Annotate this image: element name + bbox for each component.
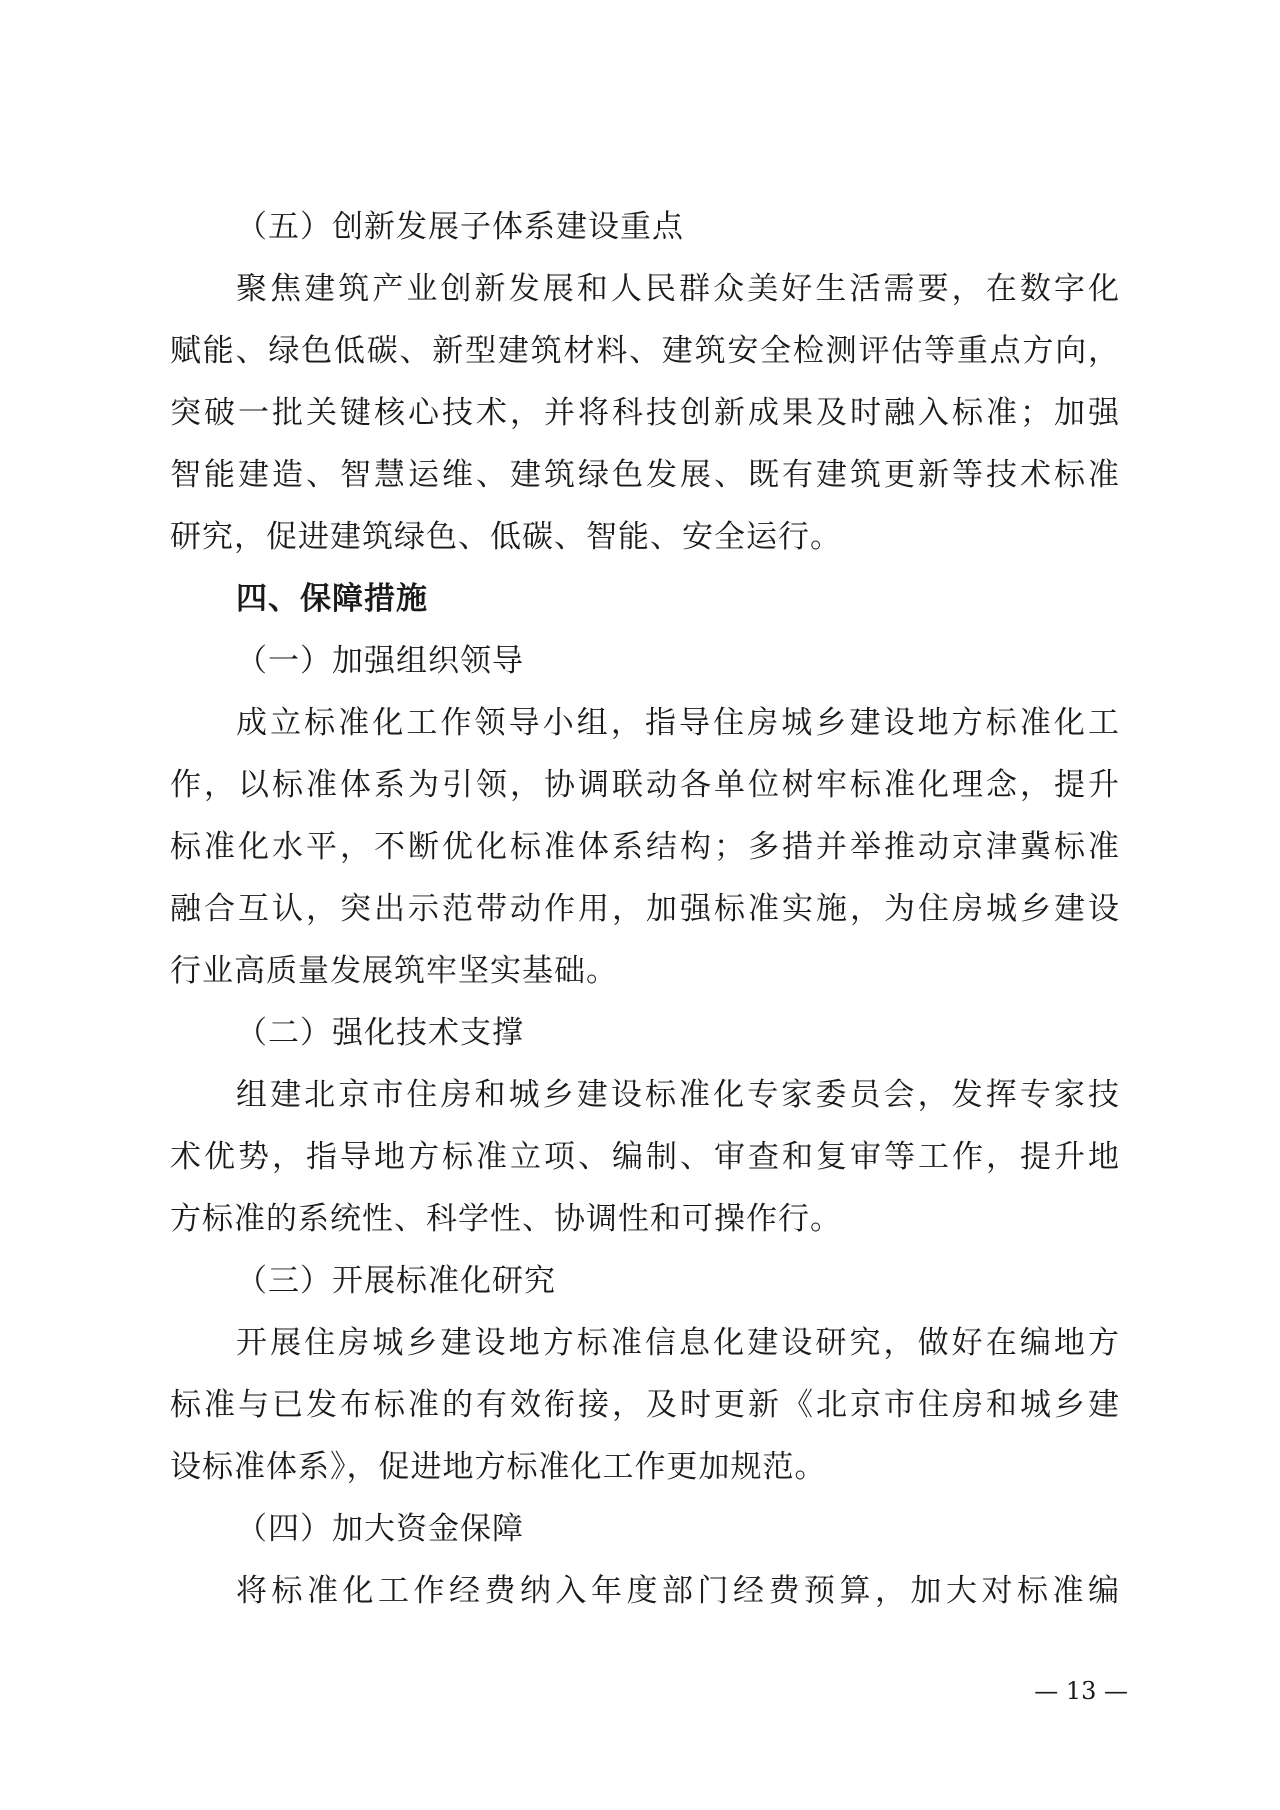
paragraph-line: 聚焦建筑产业创新发展和人民群众美好生活需要，在数字化 [236,271,1120,307]
paragraph-line: 智能建造、智慧运维、建筑绿色发展、既有建筑更新等技术标准 [170,457,1120,493]
paragraph [170,1560,1120,1622]
subsection-heading-text: （五）创新发展子体系建设重点 [236,209,684,245]
paragraph [170,1064,1120,1250]
paragraph-line: 组建北京市住房和城乡建设标准化专家委员会，发挥专家技 [236,1077,1120,1113]
paragraph [170,1312,1120,1498]
paragraph-line: 标准与已发布标准的有效衔接，及时更新《北京市住房和城乡建 [170,1387,1120,1423]
paragraph-line: 术优势，指导地方标准立项、编制、审查和复审等工作，提升地 [170,1139,1120,1175]
subsection-heading [170,1002,1120,1064]
subsection-heading [170,630,1120,692]
page-number: — 13 — [1034,1677,1128,1705]
section-heading [170,568,1120,630]
section-heading-text: 四、保障措施 [236,581,428,617]
paragraph-line: 研究，促进建筑绿色、低碳、智能、安全运行。 [170,519,842,555]
paragraph-line: 作，以标准体系为引领，协调联动各单位树牢标准化理念，提升 [170,767,1120,803]
paragraph-line: 突破一批关键核心技术，并将科技创新成果及时融入标准；加强 [170,395,1120,431]
subsection-heading-text: （一）加强组织领导 [236,643,524,679]
subsection-heading-text: （四）加大资金保障 [236,1511,524,1547]
paragraph [170,692,1120,1002]
paragraph-line: 赋能、绿色低碳、新型建筑材料、建筑安全检测评估等重点方向， [170,333,1120,369]
subsection-heading-text: （二）强化技术支撑 [236,1015,524,1051]
document-body [170,196,1120,1622]
paragraph-line: 行业高质量发展筑牢坚实基础。 [170,953,618,989]
paragraph-line: 将标准化工作经费纳入年度部门经费预算，加大对标准编 [236,1573,1120,1609]
paragraph-line: 标准化水平，不断优化标准体系结构；多措并举推动京津冀标准 [170,829,1120,865]
subsection-heading [170,1250,1120,1312]
subsection-heading [170,196,1120,258]
paragraph-line: 开展住房城乡建设地方标准信息化建设研究，做好在编地方 [236,1325,1120,1361]
paragraph-line: 设标准体系》，促进地方标准化工作更加规范。 [170,1449,827,1485]
subsection-heading [170,1498,1120,1560]
paragraph-line: 方标准的系统性、科学性、协调性和可操作行。 [170,1201,842,1237]
paragraph-line: 成立标准化工作领导小组，指导住房城乡建设地方标准化工 [236,705,1120,741]
subsection-heading-text: （三）开展标准化研究 [236,1263,556,1299]
paragraph [170,258,1120,568]
paragraph-line: 融合互认，突出示范带动作用，加强标准实施，为住房城乡建设 [170,891,1120,927]
